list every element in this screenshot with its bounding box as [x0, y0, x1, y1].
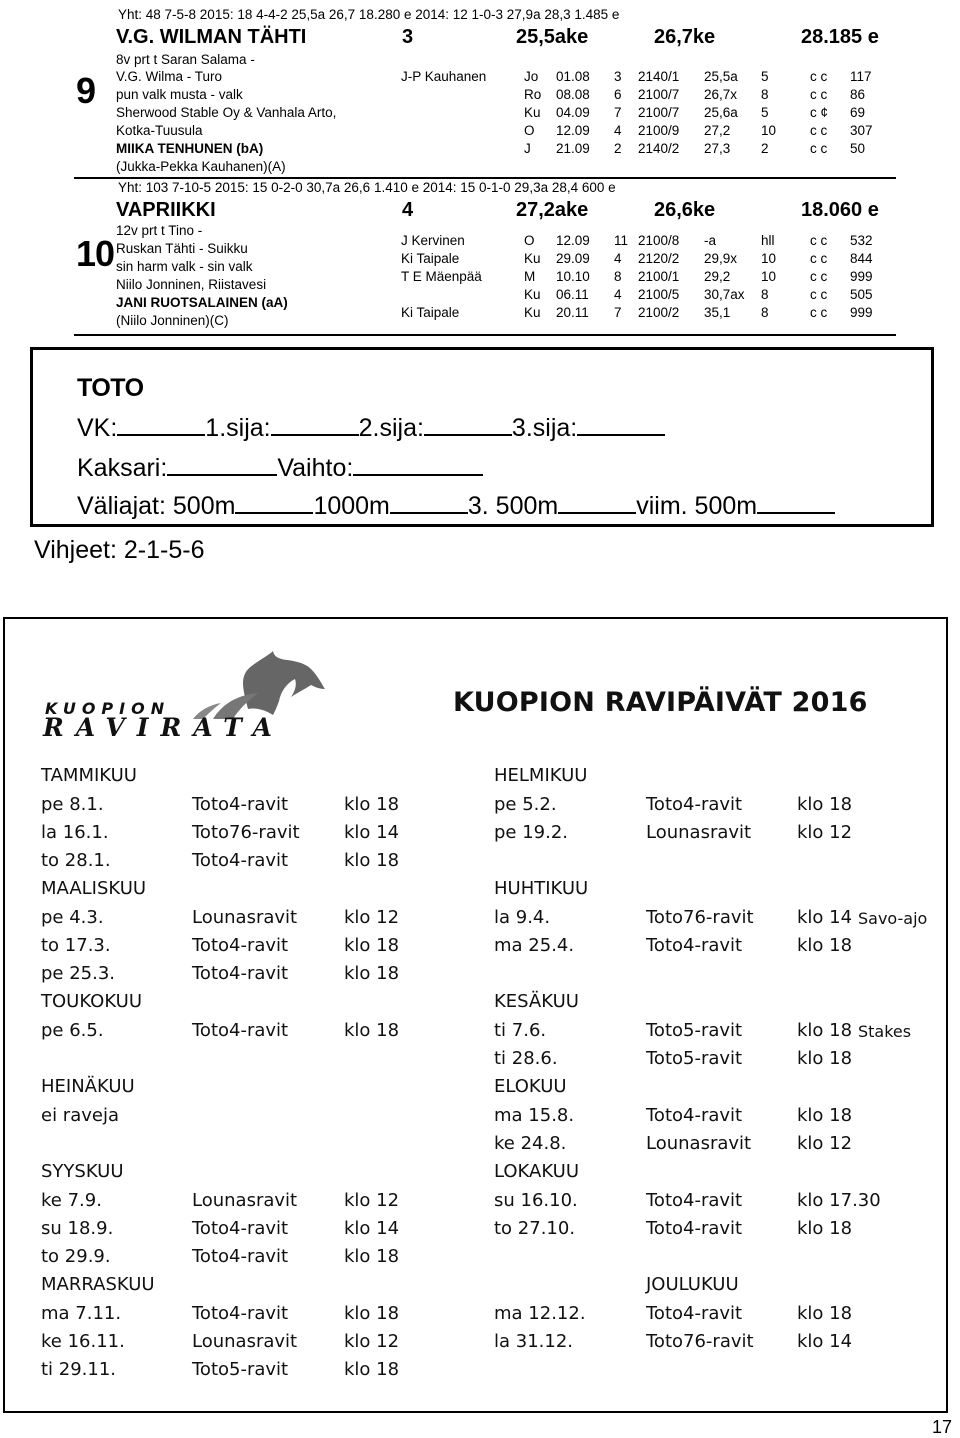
event-row: pe 4.3.: [41, 907, 104, 928]
month-heading: MARRASKUU: [41, 1274, 155, 1295]
toto-box: [30, 347, 934, 527]
stats-line: Yht: 48 7-5-8 2015: 18 4-4-2 25,5a 26,7 18.280 e 2014: 12 1-0-3 27,9a 28,3 1.485 e: [118, 7, 620, 22]
event-row: to 29.9.: [41, 1246, 111, 1267]
best-time-a: 27,2ake: [516, 199, 589, 221]
event-row: ti 29.11.: [41, 1359, 117, 1380]
stats-line: Yht: 103 7-10-5 2015: 15 0-2-0 30,7a 26,6 1.410 e 2014: 15 0-1-0 29,3a 28,4 600 e: [118, 180, 616, 195]
month-heading: LOKAKUU: [494, 1161, 580, 1182]
horse-name: V.G. WILMAN TÄHTI: [116, 26, 307, 48]
info-line: (Niilo Jonninen)(C): [116, 313, 229, 328]
page-number: 17: [931, 1417, 952, 1437]
toto-title: TOTO: [77, 374, 144, 402]
month-heading: HEINÄKUU: [41, 1076, 135, 1097]
event-row: pe 25.3.: [41, 963, 116, 984]
earnings: 28.185 e: [801, 26, 879, 48]
month-heading: MAALISKUU: [41, 878, 147, 899]
event-row: la 31.12.: [494, 1331, 574, 1352]
event-row: pe 19.2.: [494, 822, 569, 843]
race-calendar: KUOPION RAVIRATA KUOPION RAVIPÄIVÄT 2016 TAMMIKUU pe 8.1. Toto4-ravit klo 18 la 16.1. Toto76-ravit klo 14 to 28.1. Toto4-ravit klo 18 MAALISKUU pe 4.3. Lounasravit klo 12 to 17.3. Toto4-ravit klo 18 pe 25.3. Toto4-ravit klo 18 TOUKOKUU pe 6.5. Toto4-ravit klo 18 HEINÄKUU ei raveja SYYSKUU ke 7.9. Lounasravit klo 12 su 18.9. Toto4-ravit klo 14 to 29.9. Toto4-ravit klo 18 MARRASKUU ma 7.11. Toto4-ravit klo 18 ke 16.11. Lounasravit klo 12 ti 29.11. Toto5-ravit klo 18 HELMIKUU pe 5.2. Toto4-ravit klo 18 pe 19.2. Lounasravit klo 12 HUHTIKUU la 9.4. Toto76-ravit klo 14 Savo-ajo ma 25.4. Toto4-ravit klo 18 KESÄKUU ti 7.6. Toto5-ravit klo 18 Stakes ti 28.6. Toto5-ravit klo 18 ELOKUU ma 15.8. Toto4-ravit klo 18 ke 24.8. Lounasravit klo 12 LOKAKUU su 16.10. Toto4-ravit klo 17.30 to 27.10. Toto4-ravit klo 18 JOULUKUU ma 12.12. Toto4-ravit klo 18 la 31.12. Toto76-ravit klo 14: [3, 617, 948, 1413]
earnings: 18.060 e: [801, 199, 879, 221]
toto-line-1: VK: 1.sija: 2.sija: 3.sija:: [77, 414, 665, 443]
logo-text-bottom: RAVIRATA: [43, 713, 284, 742]
event-row: ei raveja: [41, 1105, 119, 1126]
event-row: ke 24.8.: [494, 1133, 567, 1154]
tips-line: Vihjeet: 2-1-5-6: [34, 536, 205, 564]
event-row: pe 6.5.: [41, 1020, 104, 1041]
month-heading: JOULUKUU: [646, 1274, 739, 1295]
info-line: Sherwood Stable Oy & Vanhala Arto,: [116, 105, 337, 120]
event-row: to 28.1.: [41, 850, 111, 871]
event-row: ke 7.9.: [41, 1190, 102, 1211]
info-line: Ruskan Tähti - Suikku: [116, 241, 248, 256]
info-line: Kotka-Tuusula: [116, 123, 203, 138]
event-row: to 17.3.: [41, 935, 111, 956]
track-number: 3: [402, 26, 414, 48]
toto-line-2: Kaksari: Vaihto:: [77, 454, 483, 483]
split-last-500-field[interactable]: [757, 492, 835, 514]
kuopion-ravirata-logo: [43, 649, 343, 744]
track-number: 4: [402, 199, 414, 221]
vaihto-field[interactable]: [353, 454, 483, 476]
event-row: la 16.1.: [41, 822, 109, 843]
info-line: 12v prt t Tino -: [116, 223, 203, 238]
entry-number: 9: [76, 70, 96, 111]
month-heading: HELMIKUU: [494, 765, 588, 786]
info-line: sin harm valk - sin valk: [116, 259, 253, 274]
best-time-b: 26,7ke: [654, 26, 716, 48]
month-heading: TAMMIKUU: [41, 765, 137, 786]
entry-number: 10: [76, 233, 115, 274]
month-heading: ELOKUU: [494, 1076, 567, 1097]
split-500-field[interactable]: [235, 492, 313, 514]
event-row: ma 12.12.: [494, 1303, 586, 1324]
event-row: ma 15.8.: [494, 1105, 575, 1126]
logo-text-top: KUOPION: [45, 699, 171, 718]
sija3-field[interactable]: [577, 414, 665, 436]
month-heading: KESÄKUU: [494, 991, 579, 1012]
event-row: to 27.10.: [494, 1218, 576, 1239]
toto-line-3: Väliajat: 500m 1000m 3. 500m viim. 500m: [77, 492, 835, 521]
entry-divider: [74, 177, 896, 179]
event-note: Savo-ajo: [858, 909, 928, 928]
info-line: V.G. Wilma - Turo: [116, 69, 223, 84]
split-1000-field[interactable]: [390, 492, 468, 514]
month-heading: TOUKOKUU: [41, 991, 142, 1012]
calendar-title: KUOPION RAVIPÄIVÄT 2016: [453, 687, 868, 718]
event-row: su 18.9.: [41, 1218, 114, 1239]
event-row: ti 28.6.: [494, 1048, 558, 1069]
vk-field[interactable]: [117, 414, 205, 436]
event-row: pe 8.1.: [41, 794, 104, 815]
month-heading: HUHTIKUU: [494, 878, 589, 899]
info-line: 8v prt t Saran Salama -: [116, 52, 255, 67]
event-row: su 16.10.: [494, 1190, 578, 1211]
split-3rd-500-field[interactable]: [558, 492, 636, 514]
driver-line: MIIKA TENHUNEN (bA): [116, 141, 264, 156]
month-heading: SYYSKUU: [41, 1161, 124, 1182]
event-row: ma 7.11.: [41, 1303, 122, 1324]
entry-bottom-rule: [74, 334, 896, 336]
info-line: Niilo Jonninen, Riistavesi: [116, 277, 267, 292]
info-line: (Jukka-Pekka Kauhanen)(A): [116, 159, 286, 174]
entry-9: Yht: 48 7-5-8 2015: 18 4-4-2 25,5a 26,7 18.280 e 2014: 12 1-0-3 27,9a 28,3 1.485 e V.G. WILMAN TÄHTI 3 25,5ake 26,7ke 28.185 e 9 8v prt t Saran Salama - V.G. Wilma - Turo pun valk musta - valk Sherwood Stable Oy & Vanhala Arto, Kotka-Tuusula MIIKA TENHUNEN (bA) (Jukka-Pekka Kauhanen)(A) J-P Kauhanen Jo 01.08 3 2140/1 25,5a 5 c c 117 Ro 08.08 6 2100/7 26,7x 8 c c 86 Ku 04.09 7 2100/7 25,6a 5 c ¢ 69 O 12.09 4 2100/9 27,2 10 c c 307 J 21.09 2 2140/2 27,3 2 c c 50: [76, 7, 879, 174]
event-row: ke 16.11.: [41, 1331, 125, 1352]
driver-line: JANI RUOTSALAINEN (aA): [116, 295, 288, 310]
best-time-b: 26,6ke: [654, 199, 716, 221]
sija2-field[interactable]: [424, 414, 512, 436]
event-row: pe 5.2.: [494, 794, 557, 815]
event-row: la 9.4.: [494, 907, 551, 928]
event-row: ma 25.4.: [494, 935, 575, 956]
best-time-a: 25,5ake: [516, 26, 589, 48]
event-row: ti 7.6.: [494, 1020, 547, 1041]
sija1-field[interactable]: [271, 414, 359, 436]
kaksari-field[interactable]: [167, 454, 277, 476]
entry-10: Yht: 103 7-10-5 2015: 15 0-2-0 30,7a 26,6 1.410 e 2014: 15 0-1-0 29,3a 28,4 600 e VAPRIIKKI 4 27,2ake 26,6ke 18.060 e 10 12v prt t Tino - Ruskan Tähti - Suikku sin harm valk - sin valk Niilo Jonninen, Riistavesi JANI RUOTSALAINEN (aA) (Niilo Jonninen)(C) J Kervinen O 12.09 11 2100/8 -a hll c c 532 Ki Taipale Ku 29.09 4 2120/2 29,9x 10 c c 844 T E Mäenpää M 10.10 8 2100/1 29,2 10 c c 999 Ku 06.11 4 2100/5 30,7ax 8 c c 505 Ki Taipale Ku 20.11 7 2100/2 35,1 8 c c 999: [74, 177, 896, 337]
info-line: pun valk musta - valk: [116, 87, 243, 102]
horse-name: VAPRIIKKI: [116, 199, 216, 221]
event-note: Stakes: [858, 1022, 912, 1041]
